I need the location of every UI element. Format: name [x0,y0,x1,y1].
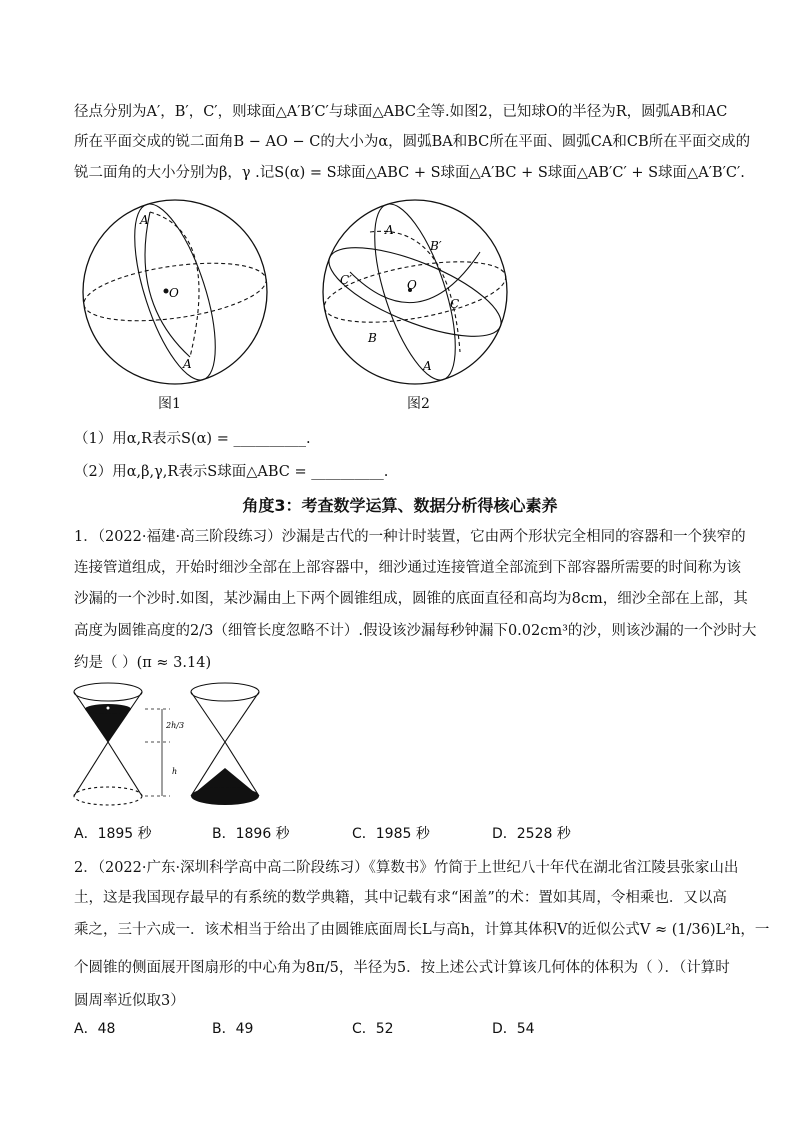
problem2-option-a[interactable]: A．48 [74,1021,116,1037]
subquestion-2: （2）用α,β,γ,R表示S球面△ABC = __________. [74,464,389,480]
problem1-line-4: 高度为圆锥高度的2/3（细管长度忽略不计）.假设该沙漏每秒钟漏下0.02cm³的沙，则该沙漏的一个沙时大 [74,623,757,639]
section-title: 角度3：考查数学运算、数据分析得核心素养 [242,496,558,515]
problem2-line-1: 2．（2022·广东·深圳科学高中高二阶段练习）《算数书》竹简于上世纪八十年代在湖北省江陵县张家山出 [74,860,739,876]
problem1-line-2: 连接管道组成，开始时细沙全部在上部容器中，细沙通过连接管道全部流到下部容器所需要的时间称为该 [74,560,741,576]
figure-2-sphere [310,192,520,392]
problem1-line-1: 1．（2022·福建·高三阶段练习）沙漏是古代的一种计时装置，它由两个形状完全相同的容器和一个狭窄的 [74,529,746,545]
problem2-option-b[interactable]: B．49 [212,1021,254,1037]
figure-1-caption: 图1 [158,396,181,412]
intro-line-2: 所在平面交成的锐二面角B − AO − C的大小为α，圆弧BA和BC所在平面、圆弧CA和CB所在平面交成的 [74,134,751,150]
fig2-label-A: A [385,223,394,237]
fig1-label-A-top: A [140,213,149,227]
problem1-line-3: 沙漏的一个沙时.如图，某沙漏由上下两个圆锥组成，圆锥的底面直径和高均为8cm，细沙全部在上部，其 [74,591,748,607]
fig2-label-B-prime: B′ [430,239,442,253]
problem1-option-c[interactable]: C．1985 秒 [352,826,430,842]
problem1-option-d[interactable]: D．2528 秒 [492,826,571,842]
fig2-label-A-prime: A [423,359,432,373]
hourglass-label-two-thirds-h: 2h/3 [166,721,185,730]
hourglass-label-h: h [172,767,178,776]
figure-2-caption: 图2 [407,396,430,412]
hourglass-figure [70,678,270,813]
problem1-option-a[interactable]: A．1895 秒 [74,826,152,842]
problem2-line-4: 个圆锥的侧面展开图扇形的中心角为8π/5，半径为5．按上述公式计算该几何体的体积为（ ）．（计算时 [74,960,730,976]
intro-line-1: 径点分别为A′，B′，C′，则球面△A′B′C′与球面△ABC全等.如图2，已知球O的半径为R，圆弧AB和AC [74,104,728,120]
intro-line-3: 锐二面角的大小分别为β，γ .记S(α) = S球面△ABC + S球面△A′BC + S球面△AB′C′ + S球面△A′B′C′. [74,165,745,181]
figure-1-sphere [70,192,280,392]
problem2-line-3: 乘之，三十六成一．该术相当于给出了由圆锥底面周长L与高h，计算其体积V的近似公式V ≈ (1/36)L²h，一 [74,922,770,938]
fig2-label-C: C [450,297,460,311]
problem2-line-5: 圆周率近似取3） [74,993,185,1009]
subquestion-1: （1）用α,R表示S(α) = __________. [74,431,311,447]
fig2-label-B: B [368,331,377,345]
fig1-label-O: O [169,286,179,300]
problem2-option-c[interactable]: C．52 [352,1021,394,1037]
fig2-label-O: O [407,278,417,292]
problem1-option-b[interactable]: B．1896 秒 [212,826,290,842]
fig1-label-A-bottom: A [183,357,192,371]
problem2-line-2: 土，这是我国现存最早的有系统的数学典籍，其中记载有求“囷盖”的术：置如其周，令相乘也．又以高 [74,890,727,906]
problem2-option-d[interactable]: D．54 [492,1021,535,1037]
fig2-label-C-prime: C′ [340,273,352,287]
problem1-line-5: 约是（ ）(π ≈ 3.14) [74,655,212,671]
